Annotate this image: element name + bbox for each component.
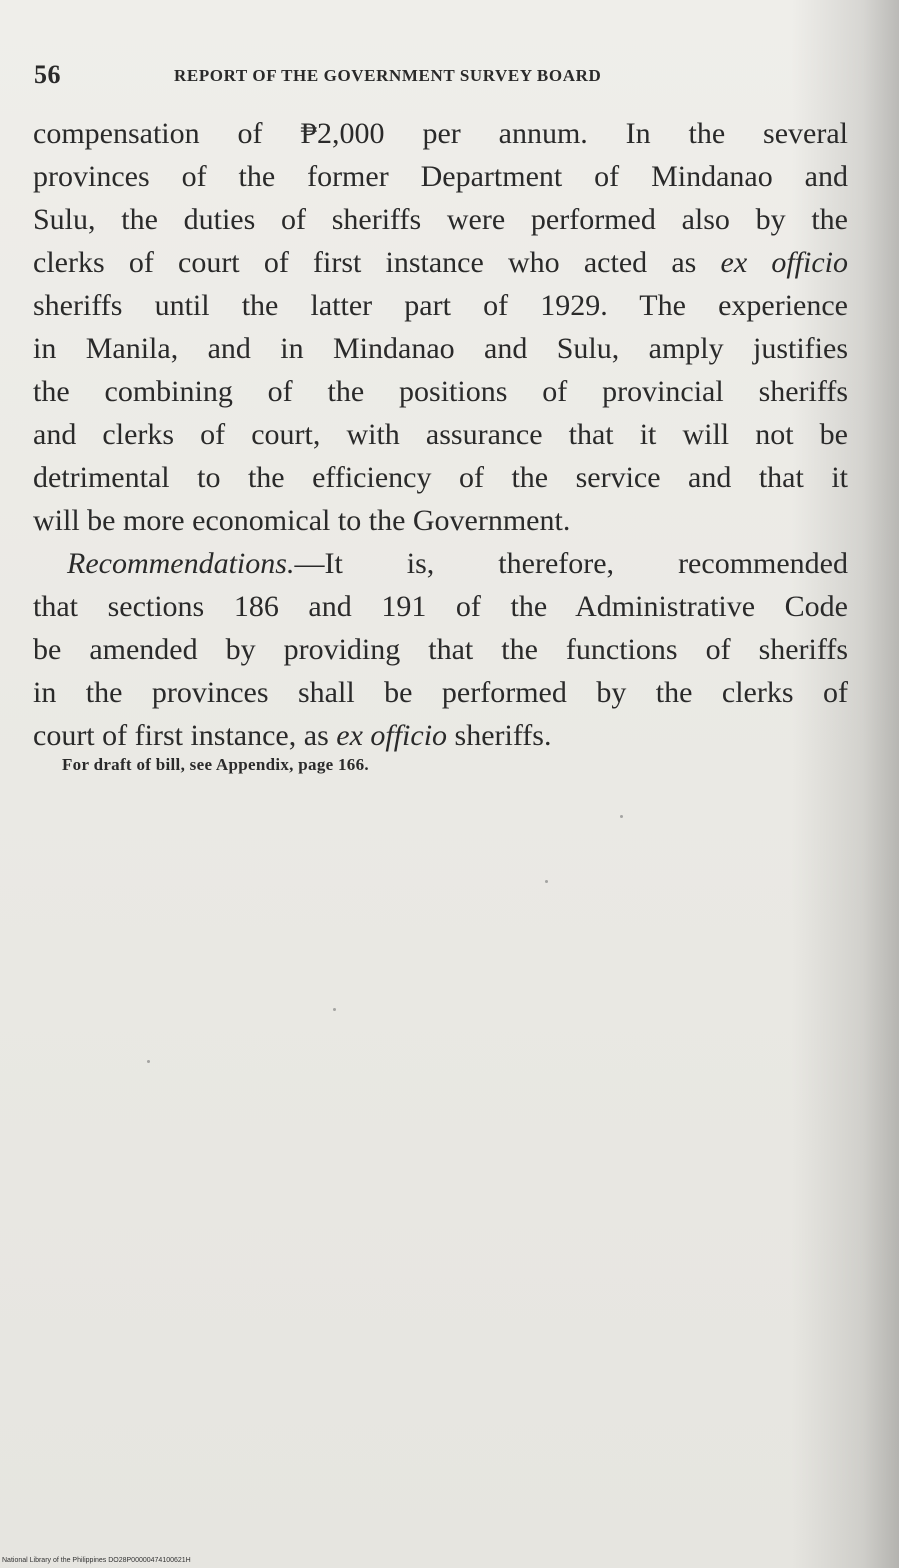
scan-speck bbox=[147, 1060, 150, 1063]
page-header bbox=[34, 60, 854, 90]
paragraph-line: court of first instance, as ex officio sheriffs. bbox=[33, 719, 552, 752]
section-lead-italic: Recommendations. bbox=[67, 547, 295, 580]
paragraph-line: and clerks of court, with assurance that it will not be bbox=[33, 418, 848, 451]
scan-speck bbox=[620, 815, 623, 818]
paragraph-line: in the provinces shall be performed by the clerks of bbox=[33, 676, 848, 709]
body-text bbox=[33, 112, 848, 757]
paragraph-line: that sections 186 and 191 of the Administrative Code bbox=[33, 590, 848, 623]
paragraph-line: in Manila, and in Mindanao and Sulu, amply justifies bbox=[33, 332, 848, 365]
paragraph-line: detrimental to the efficiency of the service and that it bbox=[33, 461, 848, 494]
scan-speck bbox=[545, 880, 548, 883]
italic-term: ex officio bbox=[336, 719, 448, 752]
library-stamp: National Library of the Philippines DO28P00000474100621H bbox=[2, 1557, 191, 1564]
italic-term: ex officio bbox=[720, 246, 848, 279]
scan-speck bbox=[333, 1008, 336, 1011]
running-head: REPORT OF THE GOVERNMENT SURVEY BOARD bbox=[174, 66, 602, 85]
paragraph-line: clerks of court of first instance who acted as ex officio bbox=[33, 246, 848, 279]
paragraph-line: be amended by providing that the functions of sheriffs bbox=[33, 633, 848, 666]
paragraph-line: provinces of the former Department of Mindanao and bbox=[33, 160, 848, 193]
paragraph-line: compensation of ₱2,000 per annum. In the several bbox=[33, 117, 848, 150]
paragraph-line: the combining of the positions of provincial sheriffs bbox=[33, 375, 848, 408]
paragraph-line: Sulu, the duties of sheriffs were performed also by the bbox=[33, 203, 848, 236]
paragraph-line: will be more economical to the Government. bbox=[33, 504, 571, 537]
page-number: 56 bbox=[34, 60, 61, 89]
footnote: For draft of bill, see Appendix, page 166. bbox=[62, 755, 369, 774]
paragraph-line: sheriffs until the latter part of 1929. The experience bbox=[33, 289, 848, 322]
paragraph-line: Recommendations.—It is, therefore, recommended bbox=[67, 547, 848, 580]
